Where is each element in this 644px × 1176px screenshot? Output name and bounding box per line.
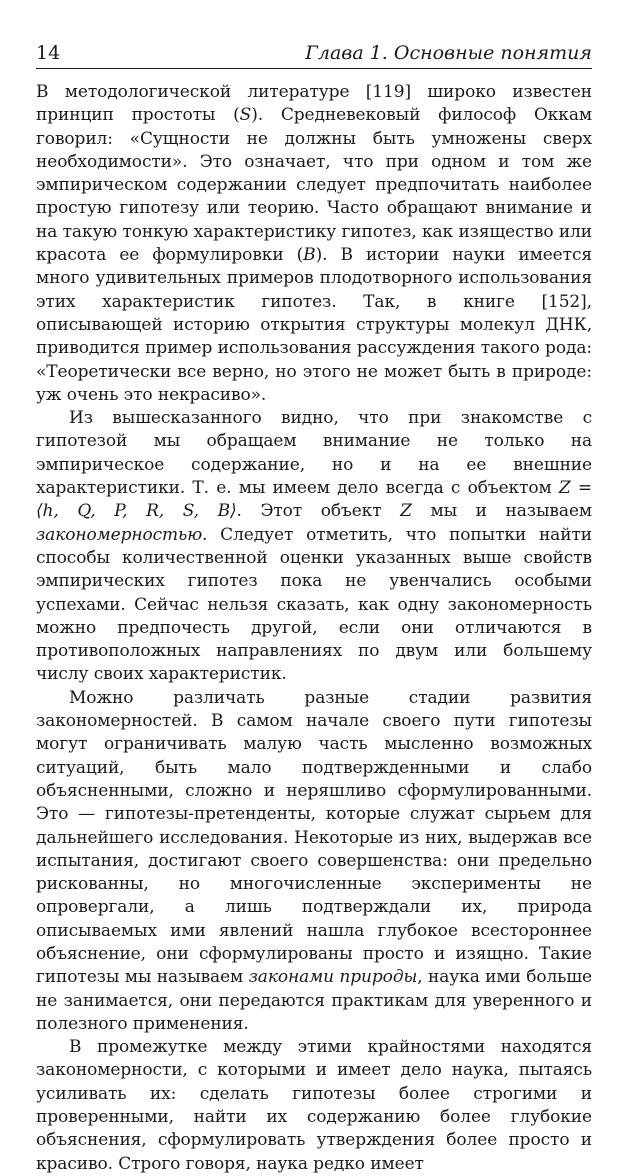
text-run: , наука ими больше не занимается, они передаются практикам для уверенного и полезного применения.	[36, 967, 592, 1034]
formula-symbol: S	[239, 105, 252, 126]
formula: Z = ⟨h, Q, P, R, S, B⟩	[36, 478, 592, 522]
text-run: Следует отметить, что попытки найти способы количественной оценки указанных выше свойств эмпирических гипотез пока не увенчались особыми успехами. Сейчас нельзя сказать, как одну закономерность можно предпочесть другой, если они отличаются в противоположных направлениях по двум или большему числу своих характеристик.	[36, 524, 592, 685]
text-run: Из вышесказанного видно, что при знакомстве с гипотезой мы обращаем внимание не только на эмпирическое содержание, но и на ее внешние характеристики. Т. е. мы имеем дело всегда с объектом	[36, 408, 592, 499]
formula-symbol: Z	[400, 501, 412, 522]
text-run: . Этот объект	[236, 501, 401, 522]
emphasized-term: закономерностью.	[36, 524, 208, 545]
chapter-title: Глава 1. Основные понятия	[305, 42, 592, 64]
text-run: мы и называем	[411, 501, 592, 522]
text-run: ). В истории науки имеется много удивительных примеров плодотворного использования этих характеристик гипотез. Так, в книге [152], описывающей историю открытия структуры молекул ДНК, приводится пример использования рассуждения такого рода: «Теоретически все верно, но этого не может быть в природе: уж очень это некрасиво».	[36, 245, 592, 405]
body-text	[36, 81, 592, 1176]
emphasized-term: законами природы	[248, 967, 418, 988]
text-run: В методологической литературе [119] широко известен принцип простоты (	[36, 82, 592, 126]
book-page	[36, 40, 592, 1176]
page-number: 14	[36, 42, 61, 64]
formula-symbol: B	[303, 245, 316, 266]
paragraph-4	[36, 1036, 592, 1176]
text-run: В промежутке между этими крайностями находятся закономерности, с которыми и имеет дело наука, пытаясь усиливать их: сделать гипотезы более строгими и проверенными, найти их содержанию более глубокие объяснения, сформулировать утверждения более просто и красиво. Строго говоря, наука редко имеет	[36, 1037, 592, 1174]
running-header	[36, 40, 592, 69]
text-run: Можно различать разные стадии развития закономерностей. В самом начале своего пути гипотезы могут ограничивать малую часть мысленно возможных ситуаций, быть мало подтвержденными и слабо объясненными, сложно и неряшливо сформулированными. Это — гипотезы-претенденты, которые служат сырьем для дальнейшего исследования. Некоторые из них, выдержав все испытания, достигают своего совершенства: они предельно рискованны, но многочисленные эксперименты не опровергали, а лишь подтверждали их, природа описываемых ими явлений нашла глубокое всестороннее объяснение, они сформулированы просто и изящно. Такие гипотезы мы называем	[36, 687, 592, 988]
paragraph-2	[36, 407, 592, 687]
paragraph-3	[36, 687, 592, 1036]
text-run: ). Средневековый философ Оккам говорил: «Сущности не должны быть умножены сверх необходимости». Это означает, что при одном и том же эмпирическом содержании следует предпочитать наиболее простую гипотезу или теорию. Часто обращают внимание и на такую тонкую характеристику гипотез, как изящество или красота ее формулировки (	[36, 105, 592, 266]
paragraph-1	[36, 81, 592, 407]
